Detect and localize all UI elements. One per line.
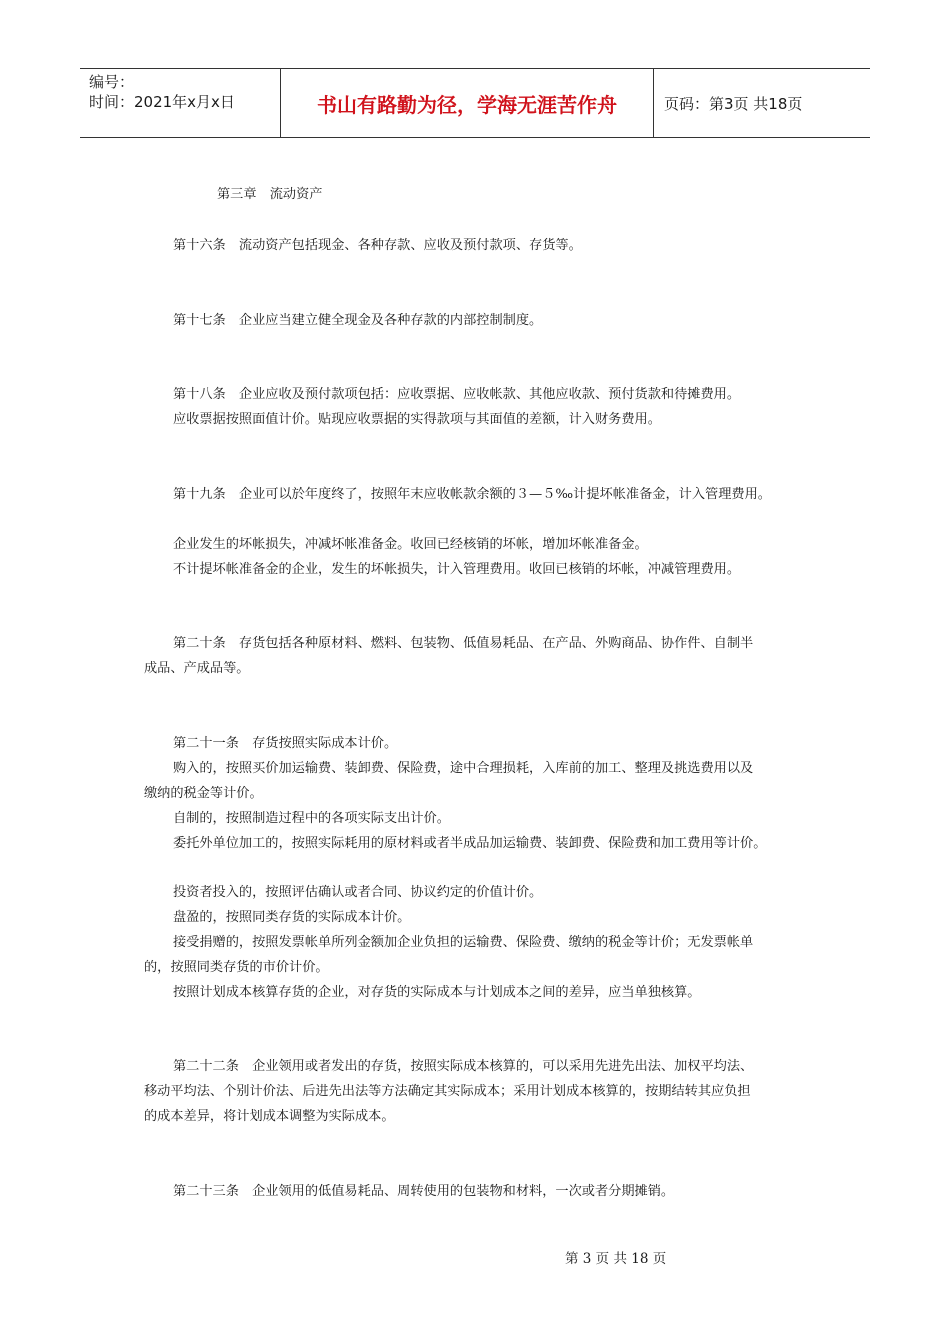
article-18: 第十八条 企业应收及预付款项包括：应收票据、应收帐款、其他应收款、预付货款和待摊费用。 (173, 387, 741, 402)
article-20: 第二十条 存货包括各种原材料、燃料、包装物、低值易耗品、在产品、外购商品、协作件、自制半 (173, 636, 754, 651)
article-19-paragraph-1: 企业发生的坏帐损失，冲减坏帐准备金。收回已经核销的坏帐，增加坏帐准备金。 (173, 537, 648, 552)
document-number-label: 编号： (89, 73, 135, 91)
header-page-info: 页码：第3页 共18页 (664, 94, 803, 113)
article-22: 第二十二条 企业领用或者发出的存货，按照实际成本核算的，可以采用先进先出法、加权平均法、 (173, 1059, 754, 1074)
chapter-title: 第三章 流动资产 (217, 187, 323, 202)
article-21-planned-cost: 按照计划成本核算存货的企业，对存货的实际成本与计划成本之间的差异，应当单独核算。 (173, 985, 701, 1000)
article-21: 第二十一条 存货按照实际成本计价。 (173, 736, 398, 751)
article-21-purchased-continued: 缴纳的税金等计价。 (144, 786, 263, 801)
article-21-self-made: 自制的，按照制造过程中的各项实际支出计价。 (173, 811, 450, 826)
article-22-continued-1: 移动平均法、个别计价法、后进先出法等方法确定其实际成本；采用计划成本核算的，按期结转其应负担 (144, 1084, 751, 1099)
article-16: 第十六条 流动资产包括现金、各种存款、应收及预付款项、存货等。 (173, 238, 582, 253)
header-meta (80, 69, 281, 137)
article-21-donation-continued: 的，按照同类存货的市价计价。 (144, 960, 329, 975)
article-20-continued: 成品、产成品等。 (144, 661, 250, 676)
article-21-purchased: 购入的，按照买价加运输费、装卸费、保险费，途中合理损耗，入库前的加工、整理及挑选费用以及 (173, 761, 754, 776)
article-19-paragraph-2: 不计提坏帐准备金的企业，发生的坏帐损失，计入管理费用。收回已核销的坏帐，冲减管理费用。 (173, 562, 741, 577)
article-21-surplus: 盘盈的，按照同类存货的实际成本计价。 (173, 910, 411, 925)
page-header (80, 68, 870, 138)
article-21-investor: 投资者投入的，按照评估确认或者合同、协议约定的价值计价。 (173, 885, 543, 900)
header-motto: 书山有路勤为径，学海无涯苦作舟 (281, 69, 654, 137)
page-footer: 第 3 页 共 18 页 (565, 1251, 667, 1267)
article-18-paragraph: 应收票据按照面值计价。贴现应收票据的实得款项与其面值的差额，计入财务费用。 (173, 412, 661, 427)
article-21-outsourced: 委托外单位加工的，按照实际耗用的原材料或者半成品加运输费、装卸费、保险费和加工费用等计价。 (173, 836, 767, 851)
article-17: 第十七条 企业应当建立健全现金及各种存款的内部控制制度。 (173, 313, 543, 328)
document-date: 时间：2021年x月x日 (89, 93, 235, 111)
article-23: 第二十三条 企业领用的低值易耗品、周转使用的包装物和材料，一次或者分期摊销。 (173, 1184, 675, 1199)
article-21-donation: 接受捐赠的，按照发票帐单所列金额加企业负担的运输费、保险费、缴纳的税金等计价；无发票帐单 (173, 935, 754, 950)
article-22-continued-2: 的成本差异，将计划成本调整为实际成本。 (144, 1109, 395, 1124)
article-19: 第十九条 企业可以於年度终了，按照年末应收帐款余额的３—５‰计提坏帐准备金，计入管理费用。 (173, 487, 771, 502)
